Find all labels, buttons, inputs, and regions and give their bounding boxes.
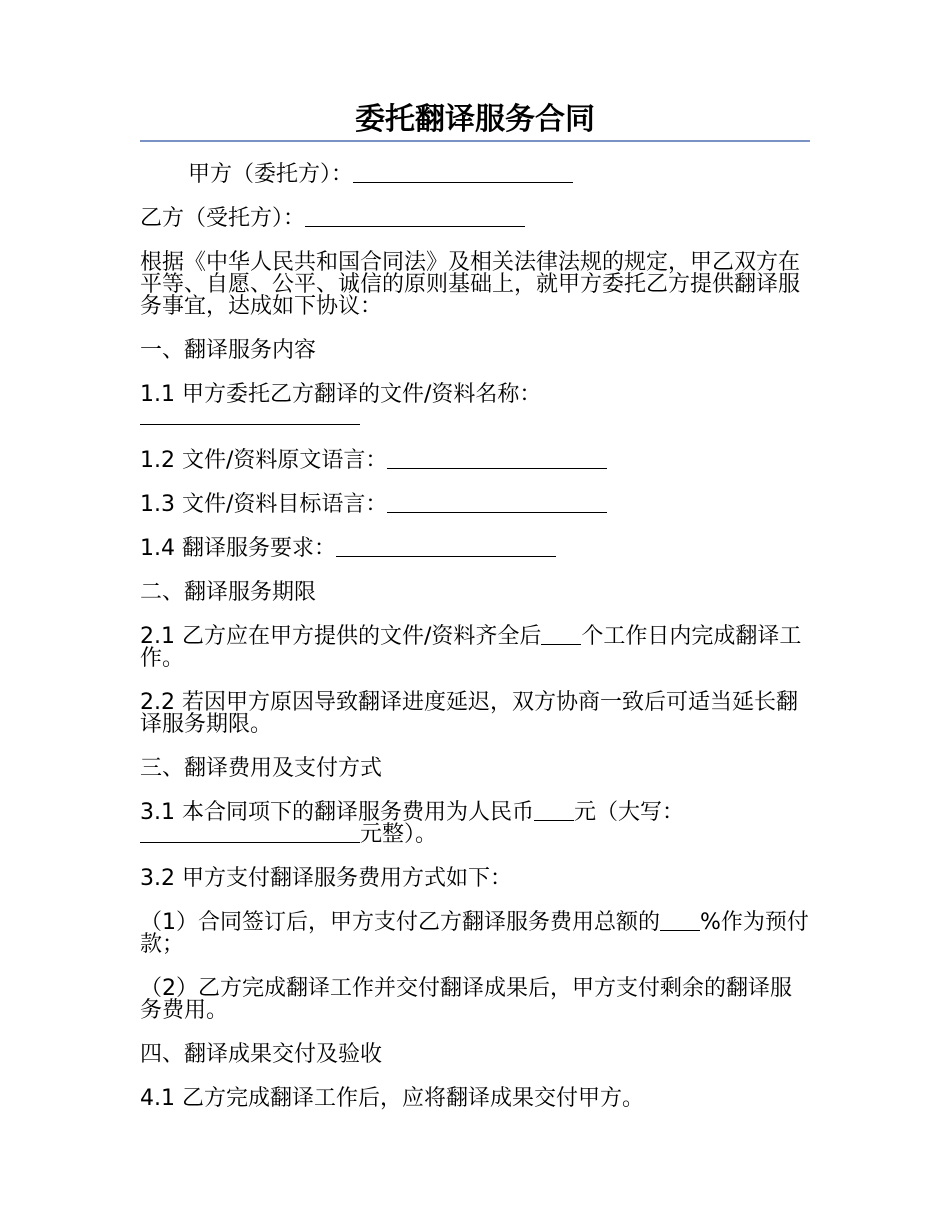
clause-1-2-blank <box>387 467 607 469</box>
party-b-line <box>140 208 810 230</box>
clause-3-2-2: （2）乙方完成翻译工作并交付翻译成果后，甲方支付剩余的翻译服务费用。 <box>140 976 792 1023</box>
section-2-title: 二、翻译服务期限 <box>140 580 317 605</box>
clause-2-1-text-b: 个工作日内完成翻译工作。 <box>140 624 802 671</box>
clause-4-1: 4.1 乙方完成翻译工作后，应将翻译成果交付甲方。 <box>140 1086 644 1111</box>
clause-1-1 <box>140 384 810 428</box>
clause-3-2-1-text-a: （1）合同签订后，甲方支付乙方翻译服务费用总额的 <box>140 910 660 935</box>
clause-2-2: 2.2 若因甲方原因导致翻译进度延迟，双方协商一致后可适当延长翻译服务期限。 <box>140 690 798 737</box>
clause-1-1-blank <box>140 423 360 425</box>
section-4-title: 四、翻译成果交付及验收 <box>140 1042 383 1067</box>
preamble: 根据《中华人民共和国合同法》及相关法律法规的规定，甲乙双方在平等、自愿、公平、诚信的原则基础上，就甲方委托乙方提供翻译服务事宜，达成如下协议： <box>140 250 801 319</box>
clause-3-1-text-b: 元（大写： <box>573 800 684 825</box>
party-b-label: 乙方（受托方）： <box>140 206 306 231</box>
clause-3-2-1-blank <box>660 929 700 931</box>
clause-1-3 <box>140 494 810 516</box>
clause-3-2-1 <box>140 912 810 956</box>
clause-3-2-1-text-b: %作为预付款； <box>140 910 809 957</box>
clause-1-3-blank <box>387 511 607 513</box>
clause-2-1 <box>140 626 810 670</box>
clause-1-4 <box>140 538 810 560</box>
party-a-line <box>140 164 810 186</box>
clause-3-2: 3.2 甲方支付翻译服务费用方式如下： <box>140 866 512 891</box>
clause-1-4-text: 1.4 翻译服务要求： <box>140 536 336 561</box>
clause-1-4-blank <box>336 555 556 557</box>
clause-3-1-text-a: 3.1 本合同项下的翻译服务费用为人民币 <box>140 800 534 825</box>
clause-3-1-capital-blank <box>140 841 360 843</box>
clause-2-1-blank <box>541 643 581 645</box>
clause-1-2 <box>140 450 810 472</box>
party-b-blank <box>305 225 525 227</box>
clause-1-1-text: 1.1 甲方委托乙方翻译的文件/资料名称： <box>140 382 542 407</box>
clause-3-1 <box>140 802 810 846</box>
clause-1-3-text: 1.3 文件/资料目标语言： <box>140 492 388 517</box>
clause-1-2-text: 1.2 文件/资料原文语言： <box>140 448 388 473</box>
document-title: 委托翻译服务合同 <box>140 100 810 142</box>
clause-3-1-amount-blank <box>534 819 574 821</box>
party-a-blank <box>353 181 573 183</box>
party-a-label: 甲方（委托方）： <box>188 162 354 187</box>
clause-3-1-text-c: 元整）。 <box>360 822 438 847</box>
clause-2-1-text-a: 2.1 乙方应在甲方提供的文件/资料齐全后 <box>140 624 542 649</box>
contract-page <box>140 100 810 1110</box>
section-3-title: 三、翻译费用及支付方式 <box>140 756 383 781</box>
section-1-title: 一、翻译服务内容 <box>140 338 317 363</box>
